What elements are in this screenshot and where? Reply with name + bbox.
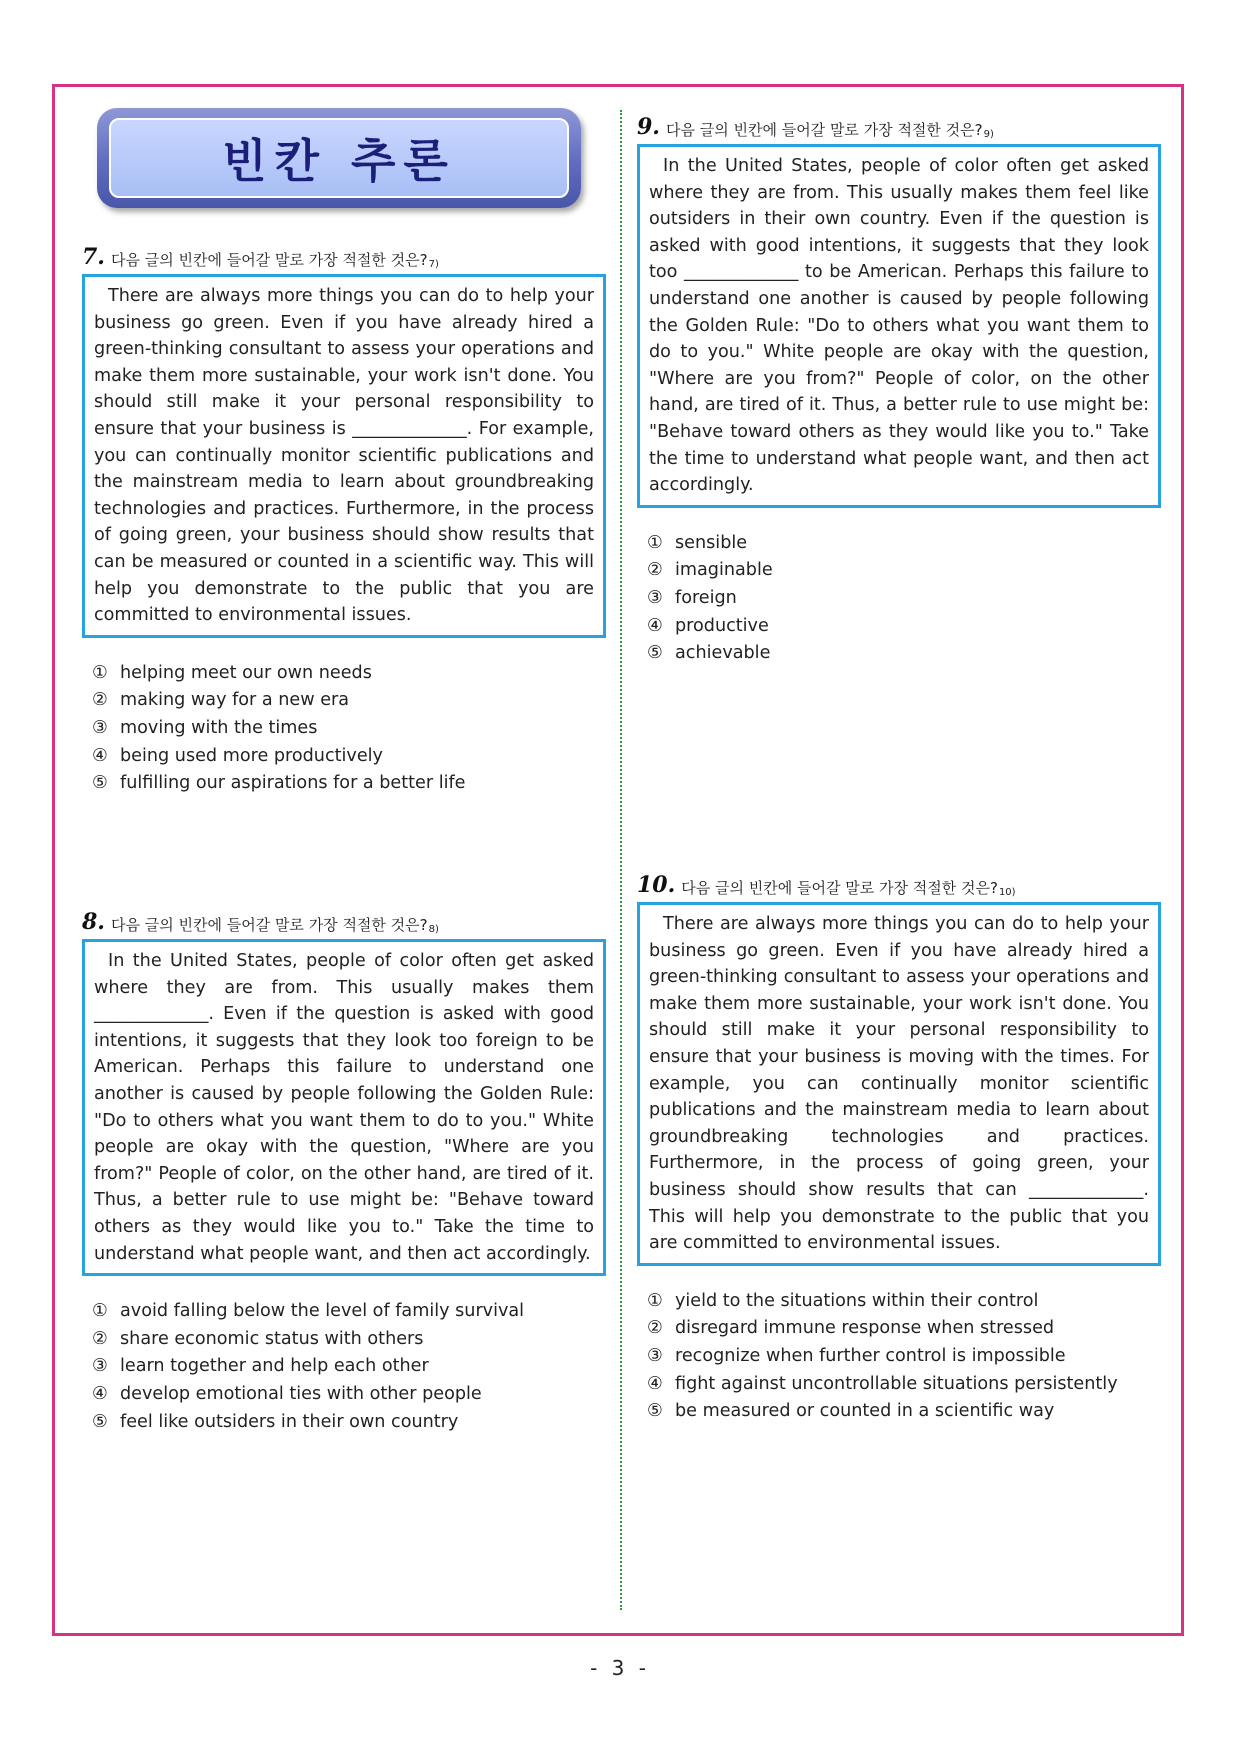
question-8 xyxy=(82,905,606,1436)
passage-box: There are always more things you can do to help your business go green. Even if you have already hired a green-thinking consultant to assess your operations and make them more sustainable, your work isn't done. You should still make it your personal responsibility to ensure that your business is moving with the times. For example, you can continually monitor scientific publications and the mainstream media to learn about groundbreaking technologies and practices. Furthermore, in the process of going green, your business should show results that can _____________. This will help you demonstrate to the public that you are committed to environmental issues. xyxy=(637,902,1161,1266)
question-prompt: 다음 글의 빈칸에 들어갈 말로 가장 적절한 것은? xyxy=(681,879,998,897)
answer-option[interactable]: ① sensible xyxy=(647,532,748,553)
answer-option[interactable]: ① yield to the situations within their control xyxy=(647,1290,1039,1311)
question-number: 7. xyxy=(82,244,105,270)
answer-option[interactable]: ③ recognize when further control is impossible xyxy=(647,1345,1066,1366)
answer-option[interactable]: ② disregard immune response when stressed xyxy=(647,1318,1055,1339)
column-divider xyxy=(620,110,622,1610)
answer-option[interactable]: ④ develop emotional ties with other people xyxy=(92,1383,482,1404)
answer-options xyxy=(637,530,1161,668)
footnote-marker: 10) xyxy=(998,887,1016,898)
passage-box: There are always more things you can do to help your business go green. Even if you have already hired a green-thinking consultant to assess your operations and make them more sustainable, your work isn't done. You should still make it your personal responsibility to ensure that your business is _____________. For example, you can continually monitor scientific publications and the mainstream media to learn about groundbreaking technologies and practices. Furthermore, in the process of going green, your business should show results that can be measured or counted in a scientific way. This will help you demonstrate to the public that you are committed to environmental issues. xyxy=(82,274,606,638)
answer-option[interactable]: ③ learn together and help each other xyxy=(92,1356,429,1377)
footnote-marker: 8) xyxy=(428,924,439,935)
question-header xyxy=(82,240,606,270)
section-title-inner xyxy=(109,118,569,198)
question-header xyxy=(82,905,606,935)
answer-option[interactable]: ③ moving with the times xyxy=(92,717,318,738)
answer-option[interactable]: ⑤ be measured or counted in a scientific way xyxy=(647,1401,1055,1422)
answer-option[interactable]: ② imaginable xyxy=(647,560,773,581)
answer-option[interactable]: ① helping meet our own needs xyxy=(92,662,372,683)
question-number: 9. xyxy=(637,114,660,140)
question-9 xyxy=(637,110,1161,668)
answer-options xyxy=(637,1288,1161,1426)
answer-option[interactable]: ⑤ achievable xyxy=(647,643,771,664)
question-header xyxy=(637,110,1161,140)
answer-option[interactable]: ④ being used more productively xyxy=(92,745,383,766)
answer-option[interactable]: ⑤ feel like outsiders in their own country xyxy=(92,1411,459,1432)
answer-options xyxy=(82,660,606,798)
passage-box: In the United States, people of color often get asked where they are from. This usually makes them feel like outsiders in their own country. Even if the question is asked with good intentions, it suggests that they look too _____________ to be American. Perhaps this failure to understand one another is caused by people following the Golden Rule: "Do to others what you want them to do to you." White people are okay with the question, "Where are you from?" People of color, on the other hand, are tired of it. Thus, a better rule to use might be: "Behave toward others as they would like you to." Take the time to understand what people want, and then act accordingly. xyxy=(637,144,1161,508)
answer-option[interactable]: ④ fight against uncontrollable situations persistently xyxy=(647,1373,1118,1394)
footnote-marker: 7) xyxy=(428,259,439,270)
answer-option[interactable]: ② making way for a new era xyxy=(92,690,350,711)
question-7 xyxy=(82,240,606,798)
footnote-marker: 9) xyxy=(983,129,994,140)
question-header xyxy=(637,868,1161,898)
answer-option[interactable]: ⑤ fulfilling our aspirations for a better life xyxy=(92,773,466,794)
question-number: 8. xyxy=(82,909,105,935)
answer-options xyxy=(82,1298,606,1436)
question-number: 10. xyxy=(637,872,676,898)
passage-box: In the United States, people of color often get asked where they are from. This usually makes them _____________. Even if the question is asked with good intentions, it suggests that they look too foreign to be American. Perhaps this failure to understand one another is caused by people following the Golden Rule: "Do to others what you want them to do to you." White people are okay with the question, "Where are you from?" People of color, on the other hand, are tired of it. Thus, a better rule to use might be: "Behave toward others as they would like you to." Take the time to understand what people want, and then act accordingly. xyxy=(82,939,606,1276)
question-prompt: 다음 글의 빈칸에 들어갈 말로 가장 적절한 것은? xyxy=(110,251,428,269)
page-number: - 3 - xyxy=(590,1656,650,1680)
question-10 xyxy=(637,868,1161,1426)
answer-option[interactable]: ① avoid falling below the level of family survival xyxy=(92,1301,525,1322)
answer-option[interactable]: ③ foreign xyxy=(647,587,737,608)
section-title-banner xyxy=(97,108,581,208)
question-prompt: 다음 글의 빈칸에 들어갈 말로 가장 적절한 것은? xyxy=(665,121,983,139)
section-title: 빈칸 추론 xyxy=(222,134,456,188)
answer-option[interactable]: ② share economic status with others xyxy=(92,1328,424,1349)
question-prompt: 다음 글의 빈칸에 들어갈 말로 가장 적절한 것은? xyxy=(110,916,428,934)
answer-option[interactable]: ④ productive xyxy=(647,615,769,636)
